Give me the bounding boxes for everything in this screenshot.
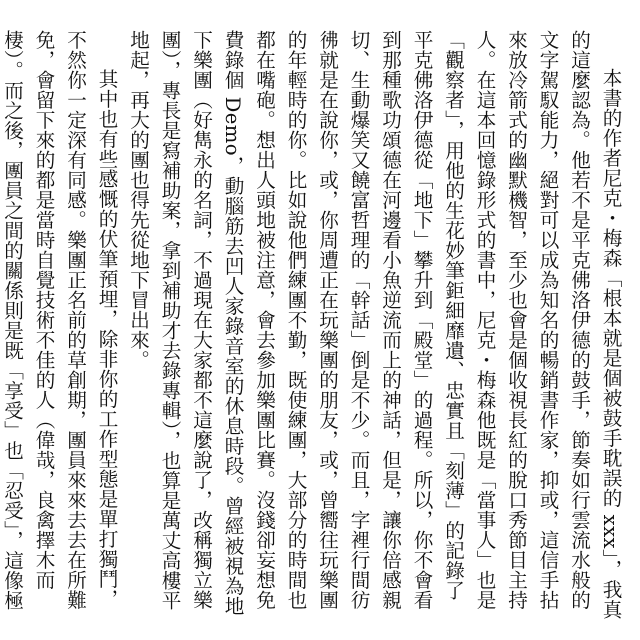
paragraph-1: 本書的作者尼克・梅森「根本就是個被鼓手耽誤的 xxx」，我真的這麼認為。他若不是平克佛洛伊德的鼓手，節奏如行雲流水般的文字駕馭能力，絕對可以成為知名的暢銷書作家，抑或，這信手拈來放冷箭式的幽默機智，至少也會是個收視長紅的脫口秀節目主持人。在這本回憶錄形式的書中，尼克・梅森他既是「當事人」也是「觀察者」，用他的生花妙筆鉅細靡遺、忠實且「刻薄」的記錄了平克佛洛伊德從「地下」攀升到「殿堂」的過程。所以，你不會看到那種歌功頌德在河邊看小魚逆流而上的神話，但是，讓你倍感親切、生動爆笑又饒富哲理的「幹話」倒是不少。而且，字裡行間彷彿就是在說你，或，你周遭正在玩樂團的朋友，或，曾嚮往玩樂團的年輕時的你。比如說他們練團不勤，既使練團，大部分的時間也都在嘴砲。想出人頭地被注意，會去參加樂團比賽。沒錢卻妄想免費錄個 Demo，動腦筋去凹人家錄音室的休息時段。曾經被視為地下樂團（好雋永的名詞，不過現在大家都不這麼說了，改稱獨立樂團），專長是寫補助案，拿到補助才去錄專輯），也算是萬丈高樓平地起，再大的團也得先從地下冒出來。 xyxy=(126,30,622,620)
vertical-text-body xyxy=(0,30,626,620)
paragraph-2: 其中也有些感慨的伏筆預埋，除非你的工作型態是單打獨鬥，不然你一定深有同感。樂團正名前的草創期，團員來來去去在所難免，會留下來的都是當時自覺技術不佳的人（偉哉，良禽擇木而棲）。而之後，團員之間的關係則是既「享受」也「忍受」，這像極 xyxy=(0,30,118,611)
